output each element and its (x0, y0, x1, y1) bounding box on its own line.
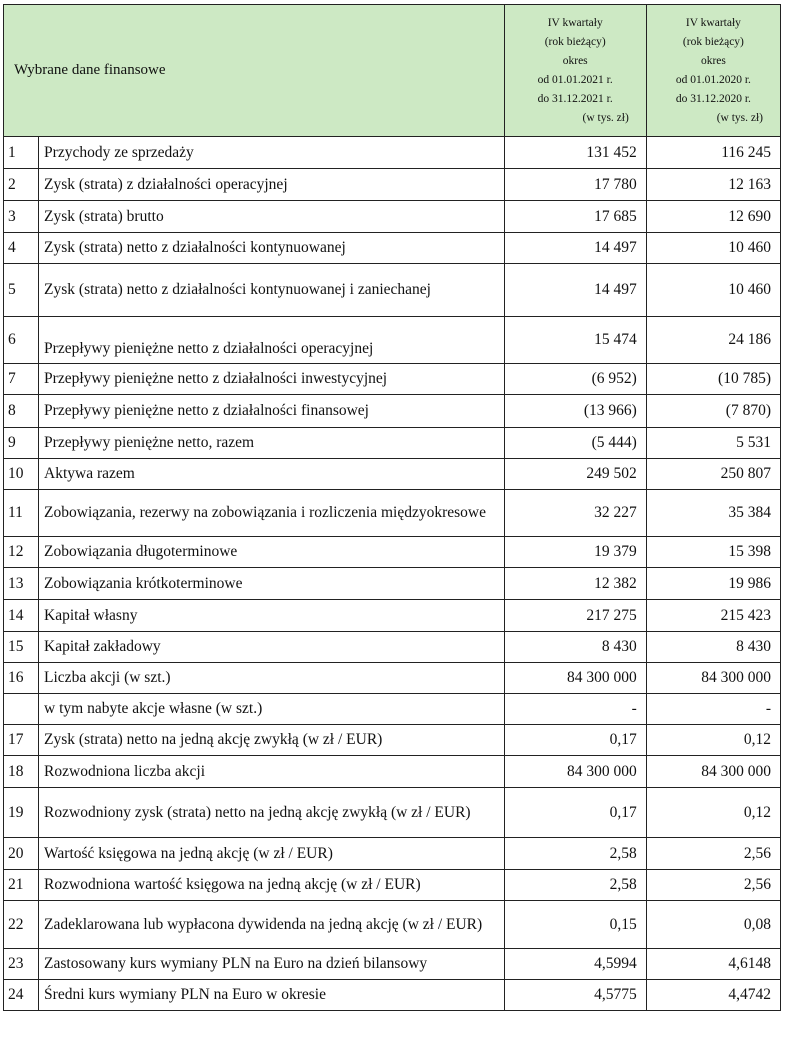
table-row (4, 870, 781, 901)
table-row (4, 459, 781, 490)
table-row (4, 568, 781, 600)
col1-line: okres (562, 54, 588, 67)
value-2020: 12 163 (646, 169, 780, 201)
table-row (4, 600, 781, 632)
value-2021: (13 966) (504, 395, 646, 428)
col1-unit: (w tys. zł) (582, 111, 629, 124)
value-2020: 35 384 (646, 490, 780, 537)
row-number: 6 (4, 317, 39, 364)
table-row (4, 169, 781, 201)
value-2020: 116 245 (646, 137, 780, 169)
col1-line: IV kwartały (547, 16, 603, 29)
value-2021: (5 444) (504, 428, 646, 459)
row-number: 12 (4, 537, 39, 568)
table-row (4, 725, 781, 756)
table-row (4, 317, 781, 364)
value-2021: 15 474 (504, 317, 646, 364)
col2-unit: (w tys. zł) (716, 111, 763, 124)
value-2021: (6 952) (504, 364, 646, 395)
value-2021: 131 452 (504, 137, 646, 169)
value-2020: 84 300 000 (646, 756, 780, 788)
value-2020: 24 186 (646, 317, 780, 364)
table-row (4, 949, 781, 980)
row-number: 16 (4, 663, 39, 694)
value-2021: 4,5775 (504, 980, 646, 1011)
table-row (4, 537, 781, 568)
row-number: 11 (4, 490, 39, 537)
table-row (4, 901, 781, 949)
row-label: Zysk (strata) netto z działalności kontynuowanej i zaniechanej (39, 264, 505, 317)
table-row (4, 663, 781, 694)
row-label: Przepływy pieniężne netto z działalności inwestycyjnej (39, 364, 505, 395)
value-2020: 2,56 (646, 838, 780, 870)
row-number: 1 (4, 137, 39, 169)
col2-line: od 01.01.2020 r. (675, 73, 751, 86)
table-row (4, 490, 781, 537)
row-number: 5 (4, 264, 39, 317)
value-2021: 0,17 (504, 725, 646, 756)
value-2020: 10 460 (646, 233, 780, 264)
table-row (4, 364, 781, 395)
row-label: Zobowiązania krótkoterminowe (39, 568, 505, 600)
row-number: 20 (4, 838, 39, 870)
row-number: 18 (4, 756, 39, 788)
col1-line: (rok bieżący) (544, 35, 606, 48)
header-row (4, 5, 781, 137)
value-2021: 0,15 (504, 901, 646, 949)
table-row (4, 137, 781, 169)
value-2020: 10 460 (646, 264, 780, 317)
table-row (4, 395, 781, 428)
row-number: 22 (4, 901, 39, 949)
value-2021: 14 497 (504, 233, 646, 264)
row-label: Aktywa razem (39, 459, 505, 490)
table-row (4, 838, 781, 870)
row-number: 9 (4, 428, 39, 459)
row-label: Zadeklarowana lub wypłacona dywidenda na jedną akcję (w zł / EUR) (39, 901, 505, 949)
value-2020: 4,4742 (646, 980, 780, 1011)
financial-data-table (3, 4, 781, 1011)
col2-line: do 31.12.2020 r. (675, 92, 751, 105)
row-label: Liczba akcji (w szt.) (39, 663, 505, 694)
value-2020: 12 690 (646, 201, 780, 233)
table-row (4, 264, 781, 317)
value-2020: 8 430 (646, 632, 780, 663)
value-2021: - (504, 694, 646, 725)
row-label: Rozwodniona liczba akcji (39, 756, 505, 788)
value-2020: - (646, 694, 780, 725)
row-label: Zobowiązania, rezerwy na zobowiązania i rozliczenia międzyokresowe (39, 490, 505, 537)
value-2021: 17 685 (504, 201, 646, 233)
col2-line: okres (700, 54, 726, 67)
value-2020: 5 531 (646, 428, 780, 459)
value-2021: 84 300 000 (504, 663, 646, 694)
value-2021: 17 780 (504, 169, 646, 201)
row-label: Zysk (strata) netto na jedną akcję zwykłą (w zł / EUR) (39, 725, 505, 756)
col1-line: do 31.12.2021 r. (537, 92, 613, 105)
value-2020: 4,6148 (646, 949, 780, 980)
row-label: Zysk (strata) z działalności operacyjnej (39, 169, 505, 201)
value-2020: 250 807 (646, 459, 780, 490)
value-2021: 0,17 (504, 788, 646, 838)
value-2020: (10 785) (646, 364, 780, 395)
value-2021: 2,58 (504, 870, 646, 901)
value-2021: 19 379 (504, 537, 646, 568)
row-number: 23 (4, 949, 39, 980)
row-number: 2 (4, 169, 39, 201)
row-number: 13 (4, 568, 39, 600)
col1-line: od 01.01.2021 r. (537, 73, 613, 86)
value-2021: 249 502 (504, 459, 646, 490)
column-header-2021 (504, 5, 646, 137)
row-number: 10 (4, 459, 39, 490)
row-label: Zastosowany kurs wymiany PLN na Euro na dzień bilansowy (39, 949, 505, 980)
value-2021: 84 300 000 (504, 756, 646, 788)
table-row (4, 756, 781, 788)
row-label: Średni kurs wymiany PLN na Euro w okresie (39, 980, 505, 1011)
value-2021: 14 497 (504, 264, 646, 317)
row-number: 24 (4, 980, 39, 1011)
value-2020: 215 423 (646, 600, 780, 632)
table-row (4, 980, 781, 1011)
table-row (4, 428, 781, 459)
row-label: Zysk (strata) netto z działalności kontynuowanej (39, 233, 505, 264)
table-title: Wybrane dane finansowe (4, 5, 505, 137)
row-number: 19 (4, 788, 39, 838)
row-label: Wartość księgowa na jedną akcję (w zł / EUR) (39, 838, 505, 870)
row-label: Kapitał własny (39, 600, 505, 632)
row-number: 14 (4, 600, 39, 632)
row-label: Kapitał zakładowy (39, 632, 505, 663)
column-header-2020 (646, 5, 780, 137)
value-2021: 32 227 (504, 490, 646, 537)
value-2021: 217 275 (504, 600, 646, 632)
value-2020: 84 300 000 (646, 663, 780, 694)
table-row (4, 233, 781, 264)
row-label: Zysk (strata) brutto (39, 201, 505, 233)
value-2020: 0,12 (646, 788, 780, 838)
value-2021: 2,58 (504, 838, 646, 870)
value-2020: 15 398 (646, 537, 780, 568)
table-row (4, 201, 781, 233)
row-label: w tym nabyte akcje własne (w szt.) (39, 694, 505, 725)
value-2021: 4,5994 (504, 949, 646, 980)
value-2020: 19 986 (646, 568, 780, 600)
row-label: Rozwodniona wartość księgowa na jedną akcję (w zł / EUR) (39, 870, 505, 901)
row-label: Przepływy pieniężne netto z działalności finansowej (39, 395, 505, 428)
table-row (4, 788, 781, 838)
row-number: 7 (4, 364, 39, 395)
value-2021: 12 382 (504, 568, 646, 600)
row-number: 4 (4, 233, 39, 264)
col2-line: IV kwartały (685, 16, 741, 29)
row-label: Przepływy pieniężne netto, razem (39, 428, 505, 459)
row-number: 21 (4, 870, 39, 901)
table-row (4, 694, 781, 725)
value-2021: 8 430 (504, 632, 646, 663)
row-number (4, 694, 39, 725)
col2-line: (rok bieżący) (682, 35, 744, 48)
row-label: Przychody ze sprzedaży (39, 137, 505, 169)
row-number: 15 (4, 632, 39, 663)
value-2020: (7 870) (646, 395, 780, 428)
row-number: 8 (4, 395, 39, 428)
row-label: Przepływy pieniężne netto z działalności operacyjnej (39, 317, 505, 364)
table-row (4, 632, 781, 663)
row-label: Rozwodniony zysk (strata) netto na jedną akcję zwykłą (w zł / EUR) (39, 788, 505, 838)
value-2020: 0,12 (646, 725, 780, 756)
row-number: 3 (4, 201, 39, 233)
row-number: 17 (4, 725, 39, 756)
row-label: Zobowiązania długoterminowe (39, 537, 505, 568)
value-2020: 2,56 (646, 870, 780, 901)
value-2020: 0,08 (646, 901, 780, 949)
